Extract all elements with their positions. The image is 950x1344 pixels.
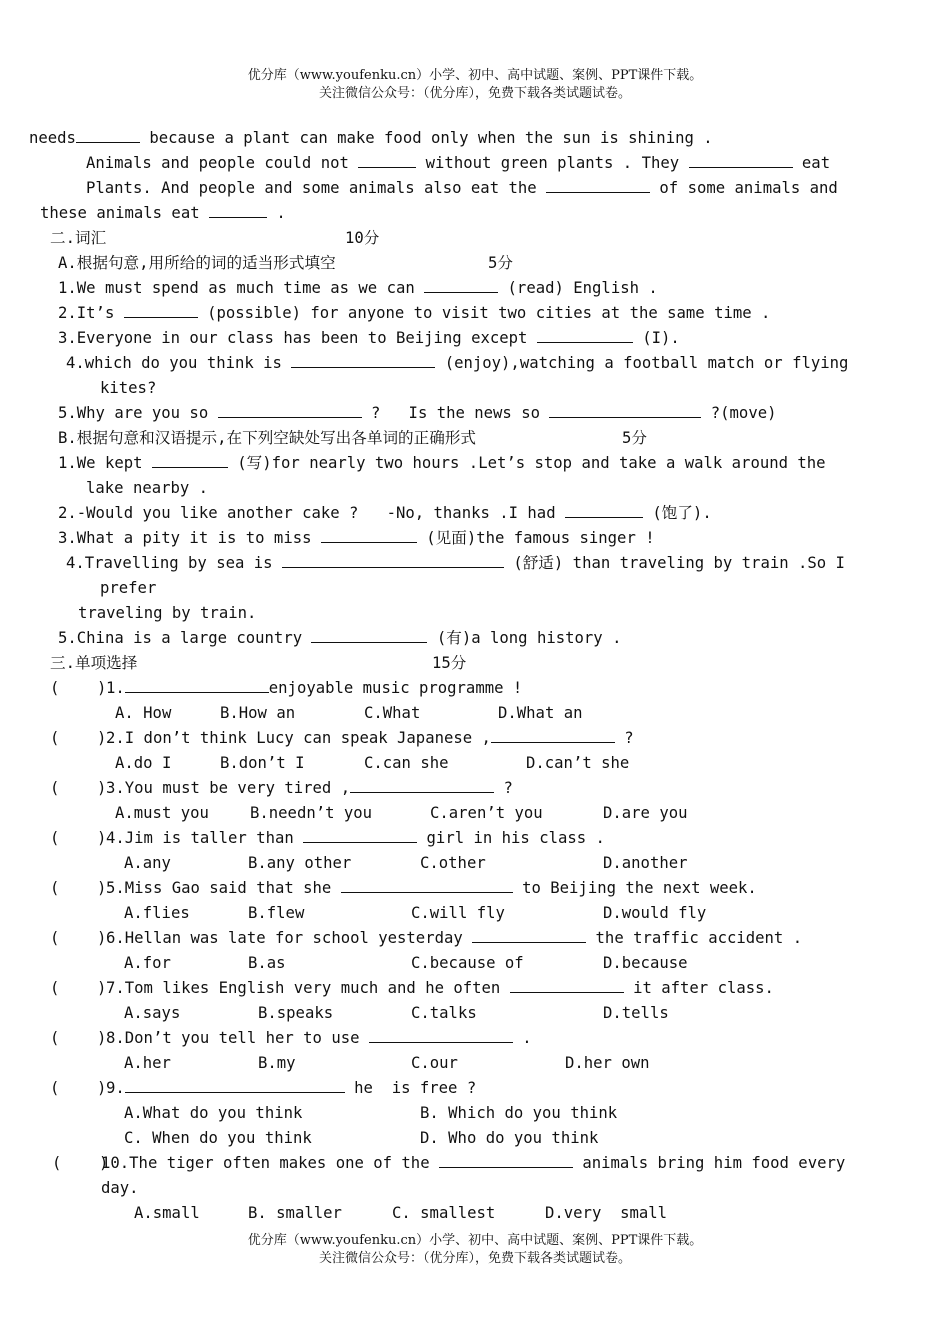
option-d[interactable]: D.would fly [603, 904, 707, 922]
text: these animals eat [40, 204, 209, 222]
text: ?(move) [701, 404, 777, 422]
answer-blank[interactable] [537, 328, 633, 343]
answer-blank[interactable] [282, 553, 504, 568]
answer-blank[interactable] [358, 153, 416, 168]
question-5 [106, 878, 757, 898]
option-b[interactable]: B. smaller [248, 1204, 342, 1222]
option-d[interactable]: D.are you [603, 804, 688, 822]
answer-blank[interactable] [125, 678, 269, 693]
text: 1. [106, 679, 125, 697]
question-2 [106, 728, 634, 748]
question-3 [106, 778, 513, 798]
text: 二.词汇 [50, 229, 107, 247]
answer-blank[interactable] [565, 503, 643, 518]
answer-paren[interactable]: ( ) [50, 1079, 107, 1097]
answer-blank[interactable] [303, 828, 417, 843]
answer-blank[interactable] [549, 403, 701, 418]
option-d[interactable]: D.What an [498, 704, 583, 722]
option-c[interactable]: C.other [420, 854, 486, 872]
item-a3 [58, 328, 680, 348]
option-d[interactable]: D.her own [565, 1054, 650, 1072]
option-b[interactable]: B.How an [220, 704, 296, 722]
text: 9. [106, 1079, 125, 1097]
text: 2.-Would you like another cake ? -No, thanks .I had [58, 504, 565, 522]
question-8 [106, 1028, 532, 1048]
text: (possible) for anyone to visit two cities at the same time . [197, 304, 771, 322]
footer-line-1: 优分库（www.youfenku.cn）小学、初中、高中试题、案例、PPT课件下载。 [247, 1233, 703, 1248]
text: (见面)the famous singer ! [416, 529, 655, 547]
option-b[interactable]: B.any other [248, 854, 352, 872]
answer-blank[interactable] [341, 878, 513, 893]
text: (有)a long history . [427, 629, 622, 647]
option-d[interactable]: D.very small [545, 1204, 668, 1222]
passage-line-3 [86, 178, 838, 198]
question-10 [101, 1153, 845, 1173]
answer-paren[interactable]: ( ) [50, 879, 107, 897]
answer-paren[interactable]: ( ) [50, 679, 107, 697]
item-a4-cont: kites? [100, 379, 157, 397]
text: of some animals and [650, 179, 838, 197]
answer-blank[interactable] [472, 928, 586, 943]
answer-blank[interactable] [369, 1028, 513, 1043]
option-b[interactable]: B.flew [248, 904, 305, 922]
answer-paren[interactable]: ( ) [50, 779, 107, 797]
option-c[interactable]: C.What [364, 704, 421, 722]
text: needs [29, 129, 76, 147]
answer-blank[interactable] [76, 128, 140, 143]
answer-blank[interactable] [321, 528, 417, 543]
option-d[interactable]: D.tells [603, 1004, 669, 1022]
text: ? [494, 779, 513, 797]
option-c[interactable]: C.will fly [411, 904, 505, 922]
text: because a plant can make food only when the sun is shining . [139, 129, 713, 147]
answer-paren[interactable]: ( ) [50, 729, 107, 747]
answer-blank[interactable] [218, 403, 362, 418]
option-a[interactable]: A.flies [124, 904, 190, 922]
option-a[interactable]: A.her [124, 1054, 171, 1072]
item-b1 [58, 453, 826, 473]
text: without green plants . They [416, 154, 689, 172]
text: eat [792, 154, 831, 172]
section-2-score: 10分 [345, 229, 380, 247]
answer-blank[interactable] [439, 1153, 573, 1168]
answer-blank[interactable] [125, 1078, 345, 1093]
option-b[interactable]: B.don’t I [220, 754, 305, 772]
text: 2.I don’t think Lucy can speak Japanese , [106, 729, 491, 747]
item-a1 [58, 278, 658, 298]
section-3-score: 15分 [432, 654, 467, 672]
text: ? Is the news so [361, 404, 550, 422]
text: 4.Jim is taller than [106, 829, 304, 847]
option-c[interactable]: C.our [411, 1054, 458, 1072]
text: Animals and people could not [86, 154, 359, 172]
item-b3 [58, 528, 655, 548]
answer-blank[interactable] [546, 178, 650, 193]
page-header [0, 67, 950, 103]
answer-blank[interactable] [350, 778, 494, 793]
option-c[interactable]: C.talks [411, 1004, 477, 1022]
footer-line-2: 关注微信公众号：（优分库），免费下载各类试题试卷。 [318, 1251, 631, 1266]
text: 6.Hellan was late for school yesterday [106, 929, 473, 947]
header-line-1: 优分库（www.youfenku.cn）小学、初中、高中试题、案例、PPT课件下载。 [247, 68, 703, 83]
answer-blank[interactable] [291, 353, 435, 368]
text: . [512, 1029, 532, 1047]
answer-blank[interactable] [152, 453, 228, 468]
question-9 [106, 1078, 476, 1098]
text: 5.China is a large country [58, 629, 312, 647]
text: it after class. [623, 979, 774, 997]
question-4 [106, 828, 605, 848]
text: he is free ? [344, 1079, 477, 1097]
text: 5.Miss Gao said that she [106, 879, 341, 897]
answer-blank[interactable] [209, 203, 267, 218]
answer-blank[interactable] [424, 278, 498, 293]
text: 5.Why are you so [58, 404, 218, 422]
passage-line-1 [29, 128, 713, 148]
answer-paren[interactable]: ( ) [50, 829, 107, 847]
option-b[interactable]: B.as [248, 954, 286, 972]
answer-blank[interactable] [491, 728, 615, 743]
answer-blank[interactable] [311, 628, 427, 643]
option-b[interactable]: B.speaks [258, 1004, 334, 1022]
page-footer [0, 1232, 950, 1268]
text: to Beijing the next week. [512, 879, 757, 897]
answer-paren[interactable]: ( ) [50, 929, 107, 947]
option-a[interactable]: A.any [124, 854, 171, 872]
text: (read) English . [498, 279, 658, 297]
option-a[interactable]: A.What do you think [124, 1104, 303, 1122]
option-a[interactable]: A.must you [115, 804, 209, 822]
part-a-instruction: A.根据句意,用所给的词的适当形式填空 [58, 254, 336, 272]
text: girl in his class . [417, 829, 605, 847]
option-a[interactable]: A.says [124, 1004, 181, 1022]
option-b[interactable]: B. Which do you think [420, 1104, 618, 1122]
section-2-title [50, 228, 106, 248]
question-7 [106, 978, 774, 998]
text: . [267, 204, 286, 222]
option-d[interactable]: D.another [603, 854, 688, 872]
text: 3.What a pity it is to miss [58, 529, 321, 547]
text: 10.The tiger often makes one of the [101, 1154, 439, 1172]
part-b-score: 5分 [622, 429, 647, 447]
item-b1-cont: lake nearby . [86, 479, 209, 497]
text: (舒适) than traveling by train .So I [503, 554, 845, 572]
text: animals bring him food every [572, 1154, 846, 1172]
text: 3.Everyone in our class has been to Beijing except [58, 329, 537, 347]
text: (enjoy),watching a football match or flying [435, 354, 849, 372]
section-3-title: 三.单项选择 [50, 654, 138, 672]
part-b-instruction: B.根据句意和汉语提示,在下列空缺处写出各单词的正确形式 [58, 429, 477, 447]
answer-paren[interactable]: ( ) [50, 1029, 107, 1047]
text: 1.We kept [58, 454, 152, 472]
option-a[interactable]: A.do I [115, 754, 172, 772]
item-b2 [58, 503, 712, 523]
item-b5 [58, 628, 621, 648]
answer-blank[interactable] [510, 978, 624, 993]
text: 4.Travelling by sea is [66, 554, 282, 572]
text: 1.We must spend as much time as we can [58, 279, 425, 297]
item-b4-cont: prefer [100, 579, 157, 597]
option-d[interactable]: D.because [603, 954, 688, 972]
option-c[interactable]: C. When do you think [124, 1129, 312, 1147]
passage-line-4 [40, 203, 286, 223]
part-a-score: 5分 [488, 254, 513, 272]
text: (写)for nearly two hours .Let’s stop and take a walk around the [227, 454, 826, 472]
question-10-cont: day. [101, 1179, 139, 1197]
text: 2.It’s [58, 304, 124, 322]
option-b[interactable]: B.my [258, 1054, 296, 1072]
option-a[interactable]: A.for [124, 954, 171, 972]
answer-blank[interactable] [124, 303, 198, 318]
text: Plants. And people and some animals also eat the [86, 179, 547, 197]
text: 7.Tom likes English very much and he often [106, 979, 510, 997]
item-a4 [66, 353, 848, 373]
option-c[interactable]: C. smallest [392, 1204, 496, 1222]
option-a[interactable]: A.small [134, 1204, 200, 1222]
option-c[interactable]: C.because of [411, 954, 524, 972]
text: 4.which do you think is [66, 354, 292, 372]
item-b4-cont-2: traveling by train. [78, 604, 257, 622]
option-d[interactable]: D. Who do you think [420, 1129, 599, 1147]
item-b4 [66, 553, 845, 573]
option-c[interactable]: C.can she [364, 754, 449, 772]
text: enjoyable music programme ! [268, 679, 523, 697]
option-b[interactable]: B.needn’t you [250, 804, 373, 822]
option-c[interactable]: C.aren’t you [430, 804, 543, 822]
option-d[interactable]: D.can’t she [526, 754, 630, 772]
header-line-2: 关注微信公众号：（优分库），免费下载各类试题试卷。 [318, 86, 631, 101]
text: ? [614, 729, 634, 747]
question-6 [106, 928, 802, 948]
item-a5 [58, 403, 776, 423]
text: (I). [632, 329, 680, 347]
question-1 [106, 678, 522, 698]
text: (饱了). [642, 504, 712, 522]
text: 8.Don’t you tell her to use [106, 1029, 369, 1047]
answer-paren[interactable]: ( ) [50, 979, 107, 997]
answer-paren[interactable]: ( ) [52, 1154, 109, 1172]
item-a2 [58, 303, 770, 323]
text: 3.You must be very tired , [106, 779, 351, 797]
text: the traffic accident . [586, 929, 803, 947]
passage-line-2 [86, 153, 830, 173]
answer-blank[interactable] [689, 153, 793, 168]
option-a[interactable]: A. How [115, 704, 172, 722]
